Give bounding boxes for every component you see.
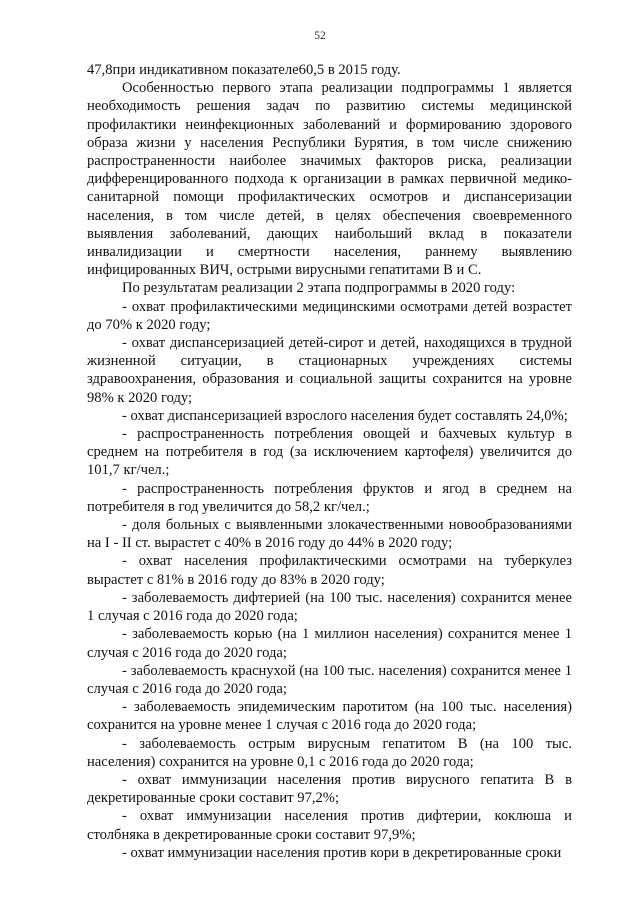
list-item: - охват иммунизации населения против дифтерии, коклюша и столбняка в декретированные сроки составит 97,9%; — [87, 808, 572, 843]
list-item: - распространенность потребления овощей и бахчевых культур в среднем на потребителя в год (за исключением картофеля) увеличится до 101,7 кг/чел.; — [87, 426, 572, 479]
list-item: - охват профилактическими медицинскими осмотрами детей возрастет до 70% к 2020 году; — [87, 298, 572, 333]
paragraph: По результатам реализации 2 этапа подпрограммы в 2020 году: — [122, 280, 516, 297]
list-item: - охват иммунизации населения против кори в декретированные сроки — [122, 844, 562, 861]
list-item: - заболеваемость эпидемическим паротитом (на 100 тыс. населения) сохранится на уровне менее 1 случая с 2016 года до 2020 года; — [87, 699, 572, 734]
list-item: - охват населения профилактическими осмотрами на туберкулез вырастет с 81% в 2016 году до 83% в 2020 году; — [87, 553, 572, 588]
list-item: - распространенность потребления фруктов и ягод в среднем на потребителя в год увеличится до 58,2 кг/чел.; — [87, 480, 572, 515]
list-item: - заболеваемость краснухой (на 100 тыс. населения) сохранится менее 1 случая с 2016 года до 2020 года; — [87, 662, 572, 697]
list-item: - заболеваемость корью (на 1 миллион населения) сохранится менее 1 случая с 2016 года до 2020 года; — [87, 626, 572, 661]
list-item: - охват иммунизации населения против вирусного гепатита В в декретированные сроки составит 97,2%; — [87, 771, 572, 807]
page-body — [87, 61, 572, 862]
paragraph: 47,8при индикативном показателе60,5 в 2015 году. — [87, 62, 401, 78]
list-item: - охват диспансеризацией детей-сирот и детей, находящихся в трудной жизненной ситуации, в стационарных учреждениях системы здравоохранения, образования и социальной защиты сохранится на уровне 98% к 2020 году; — [87, 335, 572, 406]
list-item: - охват диспансеризацией взрослого населения будет составлять 24,0%; — [122, 407, 568, 424]
list-item: - доля больных с выявленными злокачественными новообразованиями на I - II ст. вырастет с 40% в 2016 году до 44% в 2020 году; — [87, 517, 572, 552]
list-item: - заболеваемость острым вирусным гепатитом В (на 100 тыс. населения) сохранится на уровне 0,1 с 2016 года до 2020 года; — [87, 735, 572, 770]
page-number: 52 — [314, 30, 326, 42]
paragraph: Особенностью первого этапа реализации подпрограммы 1 является необходимость решения задач по развитию системы медицинской профилактики неинфекционных заболеваний и формированию здорового образа жизни у населения Республики Бурятия, в том числе снижению распространенности наиболее значимых факторов риска, реализации дифференцированного подхода к организации в рамках первичной медико-санитарной помощи профилактических осмотров и диспансеризации населения, в том числе детей, в целях обеспечения своевременного выявления заболеваний, дающих наибольший вклад в показатели инвалидизации и смертности населения, раннему выявлению инфицированных ВИЧ, острыми вирусными гепатитами В и С. — [87, 80, 572, 279]
list-item: - заболеваемость дифтерией (на 100 тыс. населения) сохранится менее 1 случая с 2016 года до 2020 года; — [87, 589, 572, 625]
